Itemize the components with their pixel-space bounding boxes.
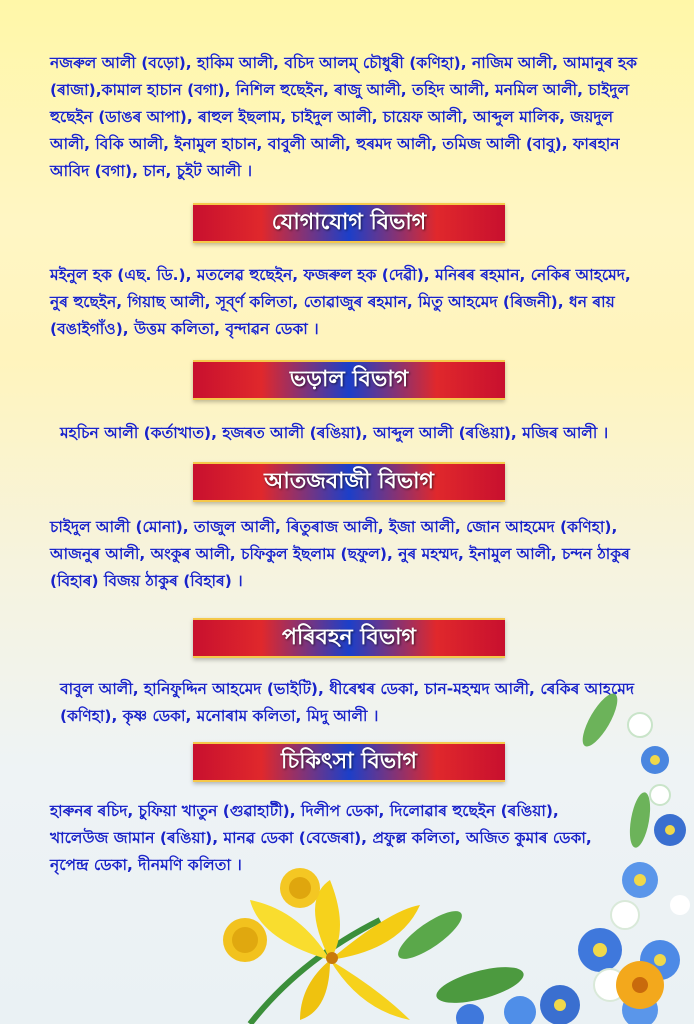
top-members-list: নজৰুল আলী (বড়ো), হাকিম আলী, বচিদ আলম্ চৌধুৰী (কণিহা), নাজিম আলী, আমানুৰ হক (ৰাজা),কামাল হাচান (বগা), নিশিল হুছেইন, ৰাজু আলী, তহিদ আলী, মনমিল আলী, চাইদুল হুছেইন (ডাঙৰ আপা), ৰাহুল ইছলাম, চাইদুল আলী, চায়েফ আলী, আব্দুল মালিক, জয়দুল আলী, বিকি আলী, ইনামুল হাচান, বাবুলী আলী, হুৰমদ আলী, তমিজ আলী (বাবু), ফাৰহান আবিদ (বগা), চান, চুইট আলী । xyxy=(50,54,643,180)
section-title: যোগাযোগ বিভাগ xyxy=(271,208,427,235)
section-members-storage: মহচিন আলী (কৰ্তাখাত), হজৰত আলী (ৰঙিয়া), আব্দুল আলী (ৰঙিয়া), মজিৰ আলী । xyxy=(60,424,609,442)
section-members-communication: মইনুল হক (এছ. ডি.), মতলেৱ হুছেইন, ফজৰুল হক (দেৱী), মনিৰৰ ৰহমান, নেকিৰ আহমেদ, নুৰ হুছেইন, গিয়াছ আলী, সূৰ্ব্ণ কলিতা, তোৱাজুৰ ৰহমান, মিতু আহমেদ (ৰিজনী), ধন ৰায় (বঙাইগাঁও), উত্তম কলিতা, বৃন্দাৱন ডেকা । xyxy=(50,266,637,338)
section-title: চিকিৎসা বিভাগ xyxy=(281,747,417,774)
section-members-fireworks: চাইদুল আলী (মোনা), তাজুল আলী, ৰিতুৰাজ আলী, ইজা আলী, জোন আহমেদ (কণিহা), আজনুৰ আলী, অংকুৰ আলী, চফিকুল ইছলাম (ছফুল), নুৰ মহম্মদ, ইনামুল আলী, চন্দন ঠাকুৰ (বিহাৰ) বিজয় ঠাকুৰ (বিহাৰ) । xyxy=(50,518,636,590)
section-members-medical: হাৰুনৰ ৰচিদ, চুফিয়া খাতুন (গুৱাহাটী), দিলীপ ডেকা, দিলোৱাৰ হুছেইন (ৰঙিয়া), খালেউজ জামান (ৰঙিয়া), মানৱ ডেকা (বেজেৰা), প্ৰফুল্ল কলিতা, অজিত কুমাৰ ডেকা, নৃপেন্দ্ৰ ডেকা, দীনমণি কলিতা । xyxy=(50,802,598,874)
section-title: আতজবাজী বিভাগ xyxy=(264,467,434,494)
section-title: ভড়াল বিভাগ xyxy=(289,365,409,392)
orange-daisy-icon xyxy=(616,961,664,1009)
section-members-transport: বাবুল আলী, হানিফুদ্দিন আহমেদ (ভাইটি), ধীৰেশ্বৰ ডেকা, চান-মহম্মদ আলী, ৰেকিৰ আহমেদ (কণিহা), কৃষ্ণ ডেকা, মনোৰাম কলিতা, মিদু আলী । xyxy=(60,680,640,725)
section-title: পৰিবহন বিভাগ xyxy=(282,623,416,650)
leaf-icon xyxy=(250,689,654,1024)
